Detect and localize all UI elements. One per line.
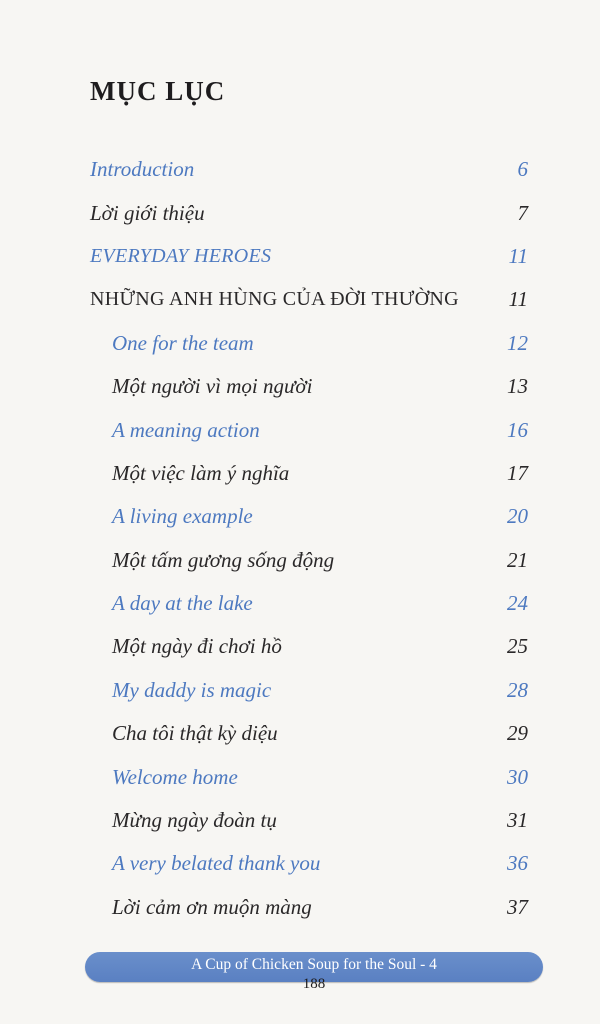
- toc-entry: [0, 625, 600, 668]
- toc-entry: [0, 452, 600, 495]
- toc-entry: [0, 799, 600, 842]
- toc-entry-page: 24: [507, 591, 528, 616]
- toc-entry-page: 30: [507, 764, 528, 789]
- toc-entry: [0, 148, 600, 191]
- toc-entry-page: 16: [507, 417, 528, 442]
- toc-entry: [0, 495, 600, 538]
- toc-entry: [0, 582, 600, 625]
- toc-entry: [0, 191, 600, 234]
- toc-entry-title: Welcome home: [112, 764, 238, 789]
- toc-entry-page: 7: [517, 200, 528, 225]
- footer-band: [85, 952, 543, 992]
- toc-entry: [0, 365, 600, 408]
- toc-entry-page: 29: [507, 721, 528, 746]
- toc-entry-title: Một ngày đi chơi hồ: [112, 634, 282, 659]
- toc-entry-title: NHỮNG ANH HÙNG CỦA ĐỜI THƯỜNG: [90, 288, 459, 311]
- toc-entry-title: Lời cảm ơn muộn màng: [112, 894, 312, 919]
- toc-entry-page: 6: [517, 157, 528, 182]
- toc-section-heading: [0, 235, 600, 278]
- footer-page-number: 188: [302, 976, 326, 992]
- toc-entry-title: A day at the lake: [112, 591, 253, 616]
- toc-entry-title: Một người vì mọi người: [112, 374, 313, 399]
- toc-entry-page: 11: [508, 243, 528, 268]
- toc-entry-title: Một tấm gương sống động: [112, 547, 335, 572]
- toc-entry-page: 21: [507, 547, 528, 572]
- toc-entry-page: 28: [507, 677, 528, 702]
- toc-entry-title: Cha tôi thật kỳ diệu: [112, 721, 278, 746]
- toc-entry-title: Introduction: [90, 157, 195, 182]
- toc-entry: [0, 669, 600, 712]
- toc-entry: [0, 539, 600, 582]
- toc-entry-title: A meaning action: [112, 417, 260, 442]
- toc-entry-title: Lời giới thiệu: [90, 200, 205, 225]
- toc-entry-title: A very belated thank you: [112, 851, 321, 876]
- footer-book-title: A Cup of Chicken Soup for the Soul - 4: [191, 956, 437, 973]
- toc-entry-title: A living example: [112, 504, 253, 529]
- page-title: MỤC LỤC: [90, 76, 226, 106]
- table-of-contents: [0, 148, 600, 929]
- toc-entry-title: One for the team: [112, 330, 254, 355]
- toc-entry: [0, 886, 600, 929]
- toc-entry-page: 20: [507, 504, 528, 529]
- toc-entry-page: 17: [507, 460, 528, 485]
- toc-entry: [0, 712, 600, 755]
- toc-entry-page: 25: [507, 634, 528, 659]
- toc-entry-page: 36: [507, 851, 528, 876]
- toc-entry-page: 13: [507, 374, 528, 399]
- toc-entry: [0, 408, 600, 451]
- toc-entry-page: 11: [508, 287, 528, 312]
- toc-entry: [0, 322, 600, 365]
- toc-entry-page: 37: [507, 894, 528, 919]
- toc-entry-title: EVERYDAY HEROES: [90, 244, 272, 267]
- toc-entry-title: Mừng ngày đoàn tụ: [112, 808, 277, 833]
- toc-entry-title: Một việc làm ý nghĩa: [112, 460, 290, 485]
- toc-entry: [0, 755, 600, 798]
- toc-section-heading: [0, 278, 600, 321]
- toc-entry-page: 12: [507, 330, 528, 355]
- toc-entry: [0, 842, 600, 885]
- toc-entry-title: My daddy is magic: [112, 677, 272, 702]
- toc-entry-page: 31: [507, 808, 528, 833]
